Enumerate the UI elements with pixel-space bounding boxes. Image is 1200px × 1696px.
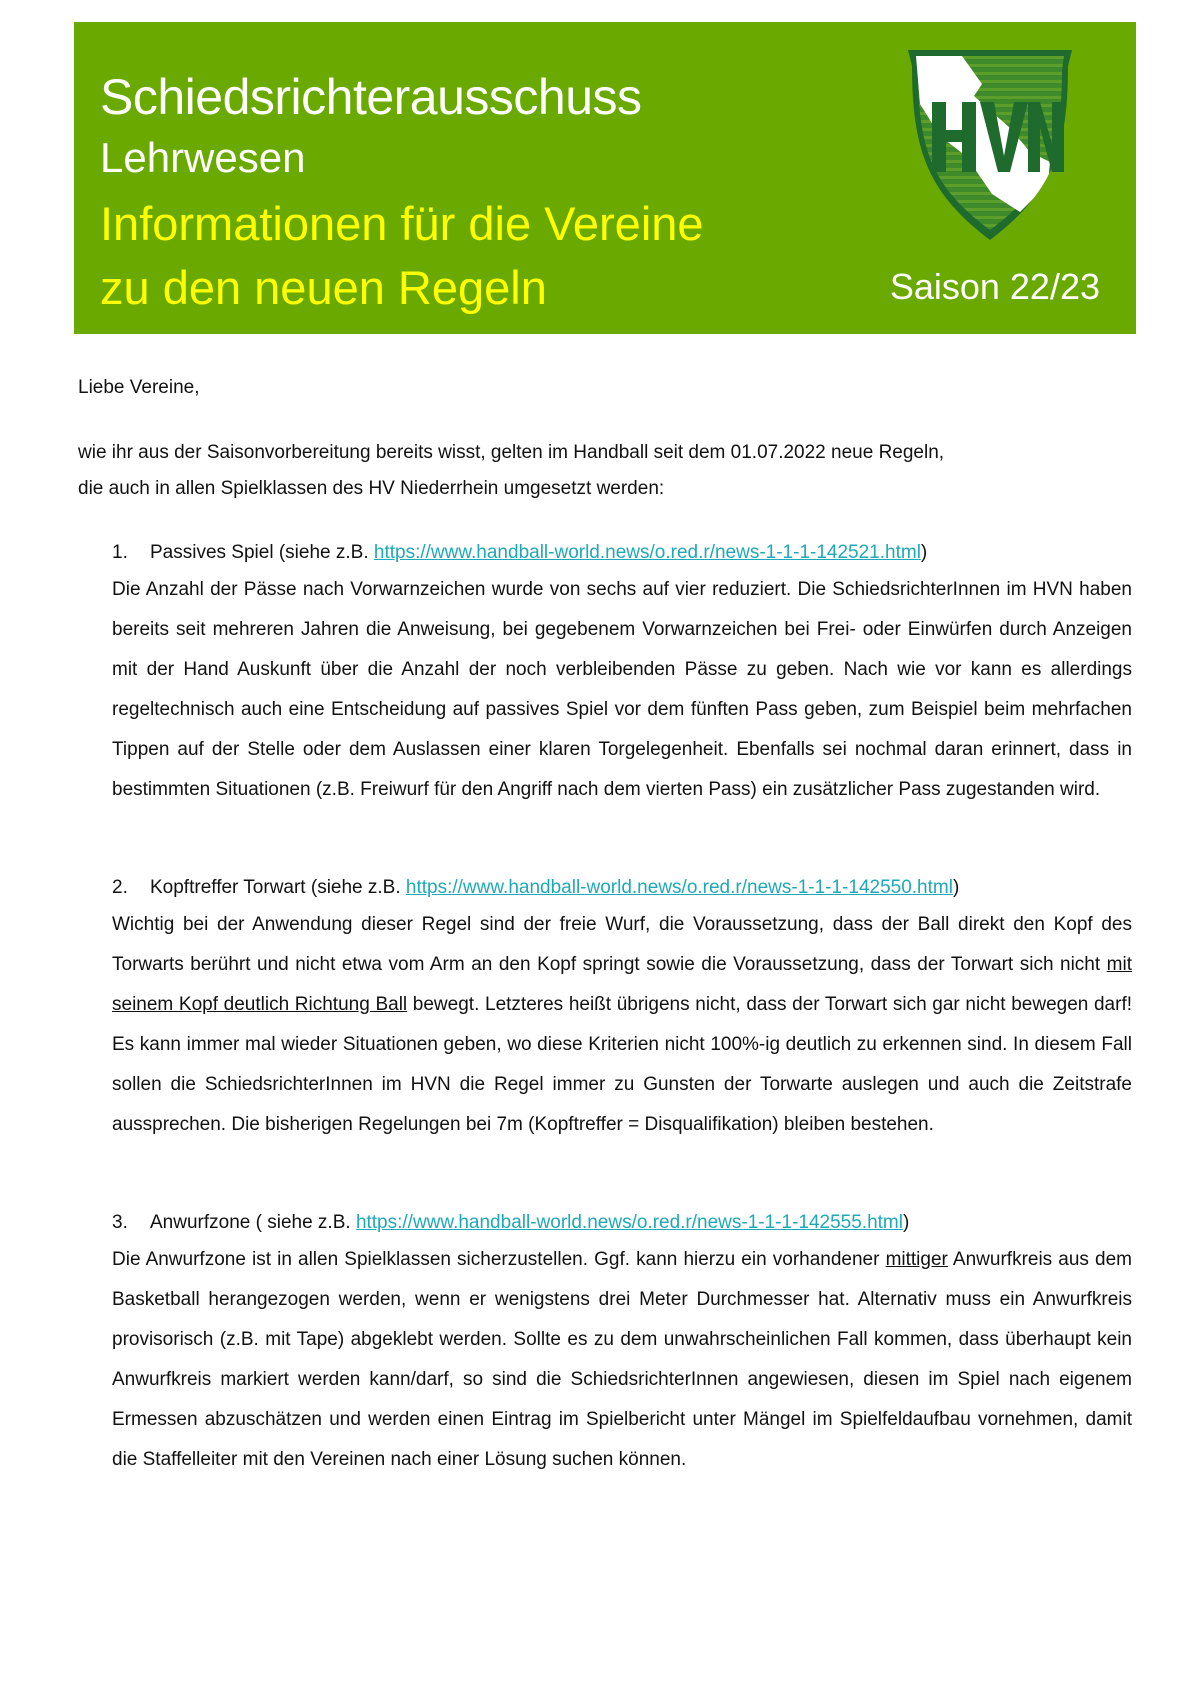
department-subtitle: Lehrwesen (100, 134, 306, 181)
rule-item-2-text (112, 905, 1132, 1145)
rule-item-3-heading (112, 1211, 909, 1235)
intro-line-2: die auch in allen Spielklassen des HV Niederrhein umgesetzt werden: (78, 478, 665, 499)
rule-item-3-text-before: Die Anwurfzone ist in allen Spielklassen sicherzustellen. Ggf. kann hierzu ein vorhandener (112, 1249, 886, 1270)
rule-item-3-text-after: Anwurfkreis aus dem Basketball herangezogen werden, wenn er wenigstens drei Meter Durchmesser hat. Alternativ muss ein Anwurfkreis provisorisch (z.B. mit Tape) abgeklebt werden. Sollte es zu dem unwahrscheinlichen Fall kommen, dass überhaupt kein Anwurfkreis markiert werden kann/darf, so sind die SchiedsrichterInnen angewiesen, diesen im Spiel nach eigenem Ermessen abzuschätzen und werden einen Eintrag im Spielbericht unter Mängel im Spielfeldaufbau vornehmen, damit die Staffelleiter mit den Vereinen nach einer Lösung suchen können. (112, 1249, 1133, 1470)
rule-item-1-link[interactable]: https://www.handball-world.news/o.red.r/news-1-1-1-142521.html (373, 542, 921, 563)
rule-item-3-title: Anwurfzone ( siehe z.B. (150, 1212, 356, 1233)
rule-item-1-title: Passives Spiel (siehe z.B. (150, 542, 374, 563)
rule-item-1-number: 1. (112, 542, 128, 563)
rule-item-3-title-end: ) (902, 1212, 910, 1233)
rule-item-2-heading (112, 876, 959, 900)
rule-item-3-link[interactable]: https://www.handball-world.news/o.red.r/news-1-1-1-142555.html (355, 1212, 903, 1233)
season-label: Saison 22/23 (889, 266, 1100, 307)
rule-item-2-underlined: mit seinem Kopf deutlich Richtung Ball (112, 954, 1132, 1015)
headline-line-2: zu den neuen Regeln (100, 261, 547, 314)
hvn-logo-shield-icon (900, 44, 1080, 244)
greeting: Liebe Vereine, (78, 377, 200, 398)
rule-item-2-title: Kopftreffer Torwart (siehe z.B. (150, 877, 406, 898)
rule-item-3-text (112, 1240, 1132, 1480)
headline (100, 192, 704, 320)
headline-line-1: Informationen für die Vereine (100, 197, 704, 250)
rule-item-2-link[interactable]: https://www.handball-world.news/o.red.r/news-1-1-1-142550.html (405, 877, 953, 898)
intro-line-1: wie ihr aus der Saisonvorbereitung bereits wisst, gelten im Handball seit dem 01.07.2022 neue Regeln, (78, 442, 945, 463)
rule-item-1-heading (112, 541, 927, 565)
header-banner (74, 22, 1136, 334)
rule-item-1-title-end: ) (920, 542, 928, 563)
rule-item-1-text: Die Anzahl der Pässe nach Vorwarnzeichen wurde von sechs auf vier reduziert. Die SchiedsrichterInnen im HVN haben bereits seit mehreren Jahren die Anweisung, bei gegebenem Vorwarnzeichen bei Frei- oder Einwürfen durch Anzeigen mit der Hand Auskunft über die Anzahl der noch verbleibenden Pässe zu geben. Nach wie vor kann es allerdings regeltechnisch auch eine Entscheidung auf passives Spiel vor dem fünften Pass geben, zum Beispiel beim mehrfachen Tippen auf der Stelle oder dem Auslassen einer klaren Torgelegenheit. Ebenfalls sei nochmal daran erinnert, dass in bestimmten Situationen (z.B. Freiwurf für den Angriff nach dem vierten Pass) ein zusätzlicher Pass zugestanden wird. (112, 579, 1132, 800)
rule-item-2-number: 2. (112, 877, 128, 898)
rule-item-2-text-before: Wichtig bei der Anwendung dieser Regel sind der freie Wurf, die Voraussetzung, dass der Ball direkt den Kopf des Torwarts berührt und nicht etwa vom Arm an den Kopf springt sowie die Voraussetzung, dass der Torwart sich nicht (112, 914, 1132, 975)
rule-item-2-text-after: bewegt. Letzteres heißt übrigens nicht, dass der Torwart sich gar nicht bewegen darf! Es kann immer mal wieder Situationen geben, wo diese Kriterien nicht 100%-ig deutlich zu erkennen sind. In diesem Fall sollen die SchiedsrichterInnen im HVN die Regel immer zu Gunsten der Torwarte auslegen und auch die Zeitstrafe aussprechen. Die bisherigen Regelungen bei 7m (Kopftreffer = Disqualifikation) bleiben bestehen. (112, 994, 1133, 1135)
rule-item-2-title-end: ) (952, 877, 960, 898)
committee-title: Schiedsrichterausschuss (100, 69, 642, 125)
rule-item-3-number: 3. (112, 1212, 128, 1233)
rule-item-3-underlined: mittiger (885, 1249, 948, 1270)
